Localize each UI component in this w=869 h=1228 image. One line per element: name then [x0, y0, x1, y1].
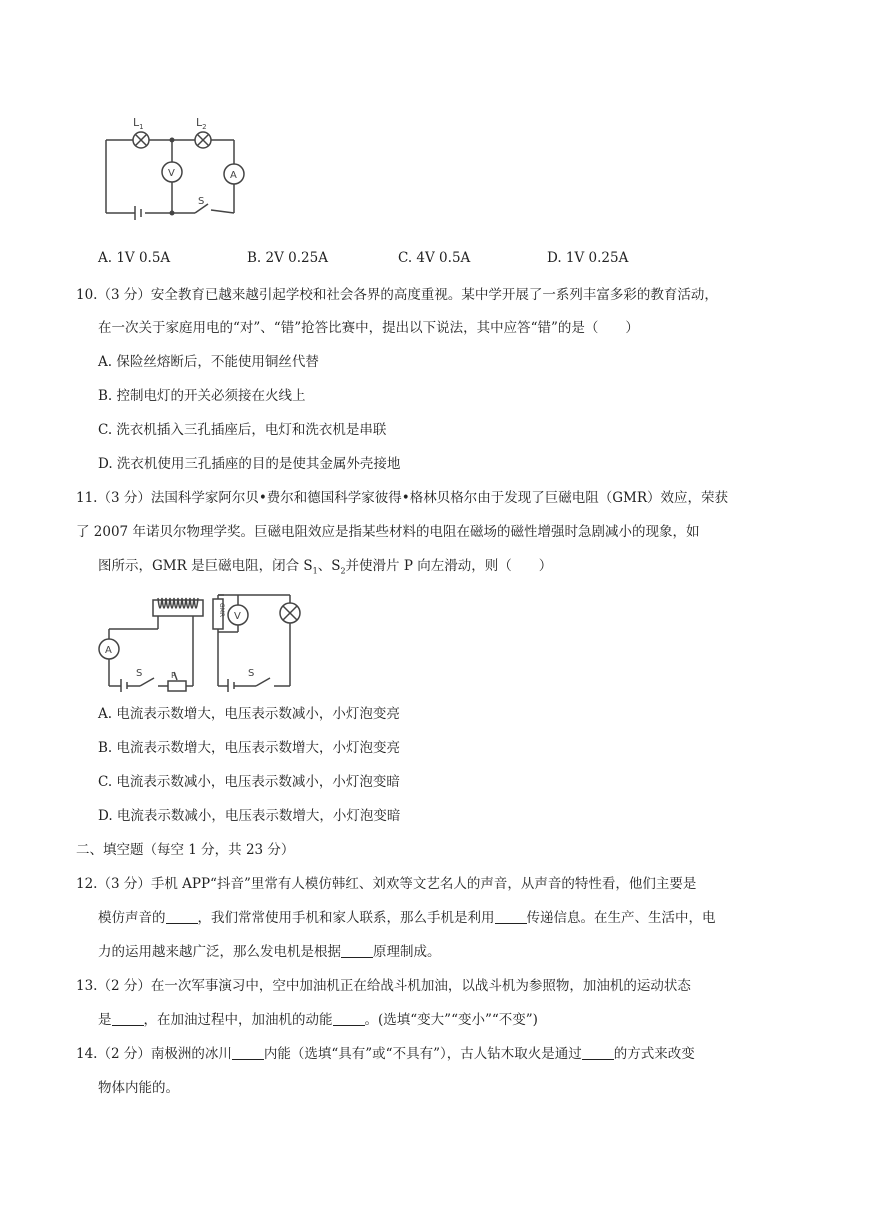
- q10-option-a: A. 保险丝熔断后，不能使用铜丝代替: [98, 354, 319, 370]
- switch1-label: S: [136, 668, 143, 679]
- slider-p-label: P: [171, 671, 176, 680]
- q13-line2: 是 ，在加油过程中，加油机的动能 。(选填“变大”“变小”“不变”): [98, 1012, 538, 1028]
- q14-line1: 14.（2 分）南极洲的冰川 内能（选填“具有”或“不具有”），古人钻木取火是通过 的方式来改变: [76, 1046, 695, 1062]
- section-heading: 二、填空题（每空 1 分，共 23 分）: [76, 842, 295, 858]
- q11-option-c: C. 电流表示数减小，电压表示数减小，小灯泡变暗: [98, 774, 400, 790]
- circuit-diagram-q11: [98, 592, 313, 694]
- q13-line1: 13.（2 分）在一次军事演习中，空中加油机正在给战斗机加油，以战斗机为参照物，加油机的运动状态: [76, 978, 691, 994]
- gmr-label: GMR: [218, 603, 225, 617]
- q10-stem-line1: 10.（3 分）安全教育已越来越引起学校和社会各界的高度重视。某中学开展了一系列丰富多彩的教育活动，: [76, 287, 718, 303]
- q10-stem-line2: 在一次关于家庭用电的“对”、“错”抢答比赛中，提出以下说法，其中应答“错”的是（ ）: [98, 320, 639, 336]
- voltmeter-label: V: [234, 611, 241, 622]
- answer-blank[interactable]: [341, 943, 373, 958]
- q9-option-b: B. 2V 0.25A: [247, 250, 328, 266]
- q12-line2: 模仿声音的 ，我们常常使用手机和家人联系，那么手机是利用 传递信息。在生产、生活中，电: [98, 910, 716, 926]
- q10-option-d: D. 洗衣机使用三孔插座的目的是使其金属外壳接地: [98, 456, 401, 472]
- answer-blank[interactable]: [333, 1011, 365, 1026]
- q10-option-c: C. 洗衣机插入三孔插座后，电灯和洗衣机是串联: [98, 422, 387, 438]
- answer-blank[interactable]: [582, 1045, 614, 1060]
- answer-blank[interactable]: [166, 909, 198, 924]
- label-l2: $L_2$: [196, 116, 207, 131]
- q10-option-b: B. 控制电灯的开关必须接在火线上: [98, 388, 306, 404]
- q12-line1: 12.（3 分）手机 APP“抖音”里常有人模仿韩红、刘欢等文艺名人的声音，从声音的特性看，他们主要是: [76, 876, 697, 892]
- ammeter-label: A: [105, 645, 112, 656]
- q12-line3: 力的运用越来越广泛，那么发电机是根据 原理制成。: [98, 944, 441, 960]
- switch2-label: S: [248, 668, 255, 679]
- switch-label: S: [198, 196, 205, 207]
- q11-option-d: D. 电流表示数减小，电压表示数增大，小灯泡变暗: [98, 808, 401, 824]
- q11-option-a: A. 电流表示数增大，电压表示数减小，小灯泡变亮: [98, 706, 400, 722]
- q9-option-a: A. 1V 0.5A: [98, 250, 171, 266]
- answer-blank[interactable]: [112, 1011, 144, 1026]
- ammeter-label: A: [230, 170, 237, 181]
- label-l1: $L_1$: [133, 116, 144, 131]
- q11-stem-line3: 图所示，GMR 是巨磁电阻，闭合 $S_1$、$S_2$并使滑片 P 向左滑动，则（ ）: [98, 558, 553, 576]
- q11-option-b: B. 电流表示数增大，电压表示数增大，小灯泡变亮: [98, 740, 401, 756]
- q11-stem-line1: 11.（3 分）法国科学家阿尔贝•费尔和德国科学家彼得•格林贝格尔由于发现了巨磁电阻（GMR）效应，荣获: [76, 490, 729, 506]
- q14-line2: 物体内能的。: [98, 1080, 179, 1096]
- voltmeter-label: V: [168, 168, 175, 179]
- answer-blank[interactable]: [495, 909, 527, 924]
- answer-blank[interactable]: [232, 1045, 264, 1060]
- circuit-diagram-q9: [98, 112, 248, 222]
- q11-stem-line2: 了 2007 年诺贝尔物理学奖。巨磁电阻效应是指某些材料的电阻在磁场的磁性增强时急剧减小的现象，如: [76, 524, 700, 540]
- q9-option-c: C. 4V 0.5A: [398, 250, 471, 266]
- q9-option-d: D. 1V 0.25A: [547, 250, 629, 266]
